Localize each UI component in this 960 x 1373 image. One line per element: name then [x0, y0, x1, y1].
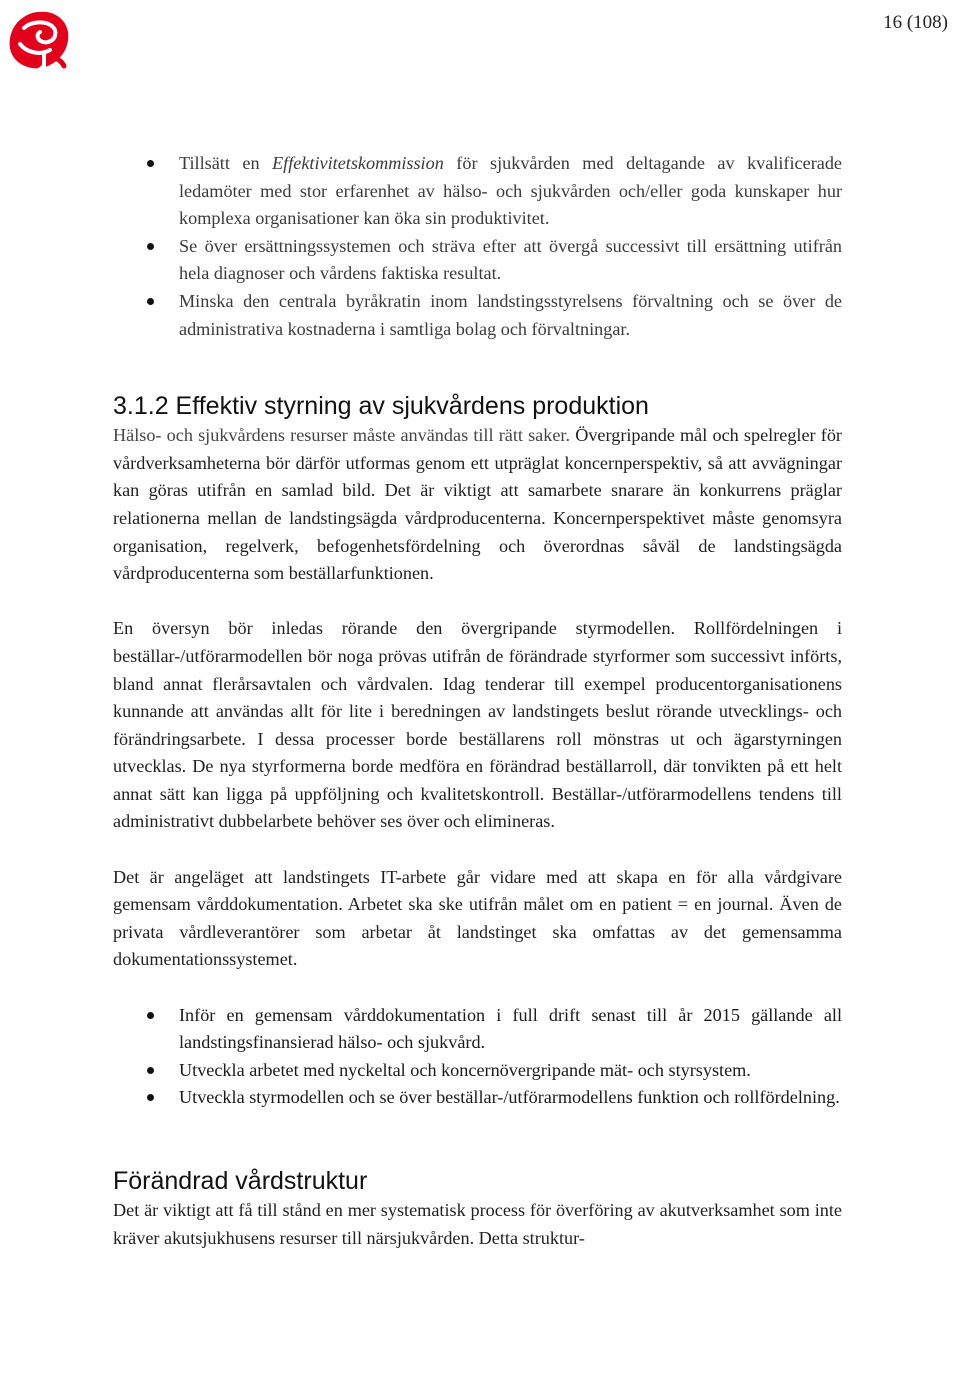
rose-logo-icon: [4, 6, 74, 76]
page-body: [113, 150, 842, 1252]
page-number: 16 (108): [883, 12, 948, 33]
paragraph: Hälso- och sjukvårdens resurser måste användas till rätt saker. Övergripande mål och spelregler för vårdverksamheterna bör därför utformas genom ett utpräglat koncernperspektiv, så att avvägningar kan göras utifrån en samlad bild. Det är viktigt att samarbete snarare än konkurrens präglar relationerna mellan de landstingsägda vårdproducenterna. Koncernperspektivet måste genomsyra organisation, regelverk, befogenhetsfördelning och överordnas såväl de landstingsägda vårdproducenterna som beställarfunktionen.: [113, 425, 842, 584]
paragraph: En översyn bör inledas rörande den övergripande styrmodellen. Rollfördelningen i beställar-/utförarmodellen bör noga prövas utifrån de förändrade styrformer som successivt införts, bland annat flerårsavtalen och vårdvalen. Idag tenderar till exempel producentorganisationens kunnande att användas allt för lite i beredningen av landstingets beslut rörande utvecklings- och förändringsarbete. I dessa processer borde beställarens roll mönstras ut och ägarstyrningen utvecklas. De nya styrformerna borde medföra en förändrad beställarroll, där tonvikten på ett helt annat sätt kan ligga på uppföljning och kvalitetskontroll. Beställar-/utförarmodellens tendens till administrativt dubbelarbete behöver ses över och elimineras.: [113, 618, 842, 832]
list-item: Se över ersättningssystemen och sträva efter att övergå successivt till ersättning utifrån hela diagnoser och vårdens faktiska resultat.: [113, 233, 842, 288]
list-item: Inför en gemensam vårddokumentation i full drift senast till år 2015 gällande all landstingsfinansierad hälso- och sjukvård.: [113, 1002, 842, 1057]
list-item: Utveckla arbetet med nyckeltal och koncernövergripande mät- och styrsystem.: [113, 1057, 842, 1085]
recommendation-list: [179, 150, 842, 343]
paragraph: Det är viktigt att få till stånd en mer systematisk process för överföring av akutverksamhet som inte kräver akutsjukhusens resurser till närsjukvården. Detta struktur-: [113, 1200, 842, 1248]
subsection-heading: Förändrad vårdstruktur: [113, 1167, 368, 1195]
list-item: Utveckla styrmodellen och se över beställar-/utförarmodellens funktion och rollfördelning.: [113, 1084, 842, 1112]
list-item: Tillsätt en Effektivitetskommission för sjukvården med deltagande av kvalificerade ledamöter med stor erfarenhet av hälso- och sjukvården och/eller goda kunskaper hur komplexa organisationer kan öka sin produktivitet.: [113, 150, 842, 233]
recommendation-list: [179, 1002, 842, 1112]
section-heading: 3.1.2 Effektiv styrning av sjukvårdens produktion: [113, 392, 649, 421]
list-item: Minska den centrala byråkratin inom landstingsstyrelsens förvaltning och se över de administrativa kostnaderna i samtliga bolag och förvaltningar.: [113, 288, 842, 343]
paragraph: Det är angeläget att landstingets IT-arbete går vidare med att skapa en för alla vårdgivare gemensam vårddokumentation. Arbetet ska ske utifrån målet om en patient = en journal. Även de privata vårdleverantörer som arbetar åt landstinget ska omfattas av det gemensamma dokumentationssystemet.: [113, 866, 842, 970]
